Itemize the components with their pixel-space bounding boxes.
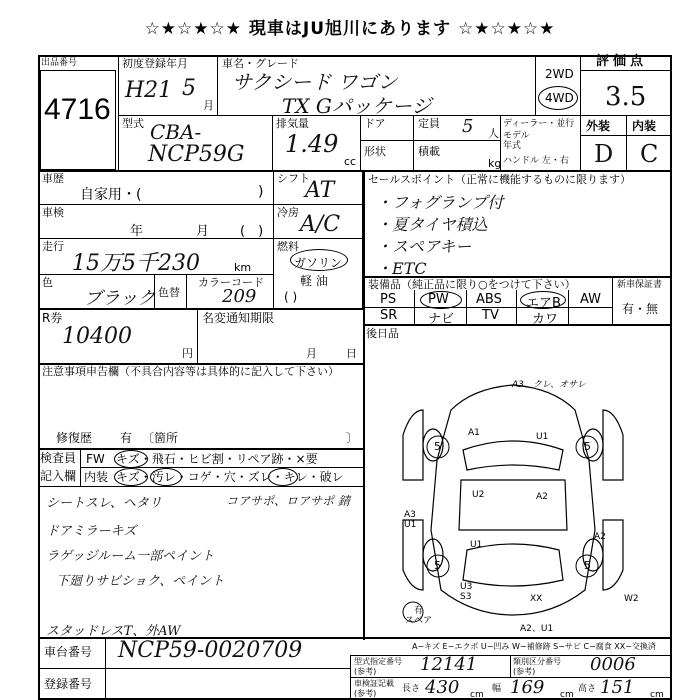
fuel-gasoline-circle xyxy=(290,249,348,271)
lot-label: 出品番号 xyxy=(41,58,78,68)
kegare-circle xyxy=(150,468,182,486)
equip-leather: カワ xyxy=(532,312,559,327)
exterior-value: D xyxy=(594,140,614,168)
fuel-other: ( ) xyxy=(284,290,298,304)
equip-pw: PW xyxy=(428,292,449,307)
divider xyxy=(363,307,612,308)
warranty-label: 新車保証書 xyxy=(617,280,663,290)
inspection-year: 年 xyxy=(130,224,144,239)
aircon-label: 冷房 xyxy=(277,206,299,219)
mark-a2-right: A2 xyxy=(536,492,548,502)
length-unit: cm xyxy=(470,690,484,700)
equip-navi: ナビ xyxy=(428,312,455,327)
type-number-value: 12141 xyxy=(420,654,478,675)
inspection-month: 月 xyxy=(196,224,210,239)
mark-top: A3、クレ、オサレ xyxy=(512,380,586,390)
divider xyxy=(360,115,361,170)
displacement-unit: cc xyxy=(344,155,357,168)
divider xyxy=(197,308,198,363)
car-grade: TX Gパッケージ xyxy=(282,94,432,118)
note-line-3: ドアミラーキズ xyxy=(46,524,137,539)
divider xyxy=(568,290,569,324)
divider xyxy=(38,204,362,205)
inspection-label: 車検 xyxy=(42,206,64,219)
width-label: 幅 xyxy=(492,684,502,694)
divider xyxy=(360,140,500,141)
chassis-label: 車台番号 xyxy=(44,645,93,659)
divider xyxy=(273,170,274,308)
fw-label: FW xyxy=(86,452,105,466)
damage-legend: A−キズ E−エクボ U−凹み W−補修跡 S−サビ C−腐食 XX−交換済 xyxy=(412,642,656,651)
divider xyxy=(217,55,218,115)
equip-sr: SR xyxy=(380,308,398,323)
recycle-label: R券 xyxy=(42,311,63,325)
divider xyxy=(38,170,672,172)
sales-point-2: ・夏タイヤ積込 xyxy=(376,215,488,234)
kizu-in-circle xyxy=(114,468,148,486)
equip-ps: PS xyxy=(380,292,397,307)
mileage-label: 走行 xyxy=(42,240,64,253)
divider xyxy=(580,55,581,170)
note-line-4: ラゲッジルーム一部ペイント xyxy=(46,549,215,564)
fuel-diesel: 軽 油 xyxy=(300,274,328,288)
sales-point-3: ・スペアキー xyxy=(376,237,472,256)
handle-label: ハンドル 左・右 xyxy=(503,156,569,166)
repair-value: 有 xyxy=(120,431,133,445)
first-reg-era: H21 xyxy=(125,78,173,103)
doors-label: ドア xyxy=(364,117,386,130)
divider xyxy=(80,467,363,468)
equip-abs: ABS xyxy=(476,292,502,307)
shift-label: シフト xyxy=(277,172,310,185)
tax-day: 日 xyxy=(346,347,357,360)
mark-spare: 有 スペア xyxy=(405,606,433,626)
mark-a3-u1: A3 U1 xyxy=(404,510,417,530)
divider xyxy=(38,486,363,487)
capacity-label: 定員 xyxy=(418,117,440,130)
warranty-value: 有・無 xyxy=(622,302,659,316)
shift-value: AT xyxy=(305,178,335,203)
width-value: 169 xyxy=(510,677,545,698)
interior-label: 内装 xyxy=(632,119,657,133)
divider xyxy=(580,70,672,71)
model-year-label: モデル 年式 xyxy=(503,131,530,151)
displacement-value: 1.49 xyxy=(285,130,339,158)
divider xyxy=(38,668,350,669)
height-unit: cm xyxy=(650,690,664,700)
divider xyxy=(535,55,536,115)
mark-a1: A1 xyxy=(468,428,480,438)
equip-other-label: 後日品 xyxy=(366,327,399,340)
inspection-paren: ( ) xyxy=(240,224,264,239)
divider xyxy=(626,115,627,170)
equip-airbag: エアB xyxy=(526,296,561,311)
cert-size-label: 車検証記載 (参考) xyxy=(354,679,394,698)
model-code: NCP59G xyxy=(148,142,245,167)
drive-2wd: 2WD xyxy=(545,67,574,81)
equip-aw: AW xyxy=(580,292,602,307)
sales-point-1: ・フォグランプ付 xyxy=(376,193,504,212)
airbag-circle xyxy=(520,291,566,309)
repair-label: 修復歴 xyxy=(56,431,93,445)
shape-label: 形状 xyxy=(364,145,386,158)
car-name-label: 車名・グレード xyxy=(222,57,299,70)
displacement-label: 排気量 xyxy=(276,117,309,130)
interior-check-items: キズ・汚レ・コゲ・穴・ズレ・キレ・破レ xyxy=(116,470,344,484)
drive-4wd-circle xyxy=(538,86,578,110)
pw-circle xyxy=(420,291,462,309)
height-value: 151 xyxy=(600,677,635,698)
interior-check-label: 内装 xyxy=(84,470,109,484)
exterior-label: 外装 xyxy=(586,119,611,133)
model-prefix: CBA- xyxy=(150,120,202,144)
mark-u1-top: U1 xyxy=(536,432,549,442)
divider xyxy=(413,115,414,170)
mileage-unit: km xyxy=(234,261,252,274)
history-close: ) xyxy=(258,184,264,200)
lot-number: 4716 xyxy=(44,93,111,126)
category-number-value: 0006 xyxy=(590,654,636,675)
divider xyxy=(118,55,119,170)
chassis-value: NCP59-0020709 xyxy=(118,638,303,663)
rating-label: 評価点 xyxy=(596,54,648,69)
tax-label: 名変通知期限 xyxy=(202,311,275,325)
color-value: ブラック xyxy=(84,288,156,309)
color-change-label: 色替 xyxy=(158,286,180,299)
capacity-value: 5 xyxy=(462,116,474,137)
sales-point-4: ・ETC xyxy=(376,259,427,278)
mark-xx: XX xyxy=(530,594,543,604)
mark-a2-side: A2 xyxy=(594,532,606,542)
recycle-unit: 円 xyxy=(182,347,193,360)
tax-month: 月 xyxy=(306,347,317,360)
category-number-label: 類別区分番号 (参考) xyxy=(513,657,561,676)
repair-close: 〕 xyxy=(346,431,359,445)
fw-items: キズ・飛石・ヒビ割・リペア跡・×要 xyxy=(116,452,318,466)
dealer-label: ディーラー・並行 xyxy=(503,119,575,129)
note-line-5: 下廻りサビショク、ペイント xyxy=(56,574,225,589)
note-line-6: スタッドレスT、外AW xyxy=(46,624,181,639)
divider xyxy=(414,290,415,324)
mark-u2: U2 xyxy=(472,490,485,500)
first-reg-month: 5 xyxy=(182,76,196,101)
drive-4wd: 4WD xyxy=(545,91,574,105)
mileage-value: 15万5千230 xyxy=(72,251,200,276)
color-code-label: カラーコード xyxy=(198,276,264,289)
mark-5-right-rear: 5 xyxy=(584,559,591,572)
length-value: 430 xyxy=(425,677,460,698)
registration-label: 登録番号 xyxy=(44,677,93,691)
height-label: 高さ xyxy=(578,684,597,694)
mark-w2: W2 xyxy=(624,594,639,604)
sales-points-label: セールスポイント（正常に機能するものに限ります） xyxy=(368,173,632,186)
mark-bottom: A2、U1 xyxy=(520,624,554,634)
divider xyxy=(363,324,672,326)
fuel-gasoline: ガソリン xyxy=(294,256,343,270)
first-reg-label: 初度登録年月 xyxy=(122,57,188,70)
divider xyxy=(154,274,155,308)
car-name: サクシード ワゴン xyxy=(232,70,398,94)
width-unit: cm xyxy=(560,690,574,700)
divider xyxy=(580,135,672,136)
note-line-2: コアサポ、ロアサポ 錆 xyxy=(226,494,350,508)
mark-5-left-rear: 5 xyxy=(434,559,441,572)
mark-u3-s3: U3 S3 xyxy=(460,582,473,602)
history-label: 車歴 xyxy=(42,172,64,185)
color-label: 色 xyxy=(42,276,53,289)
mark-u1-side: U1 xyxy=(470,540,483,550)
notes-label: 注意事項申告欄（不具合内容等は具体的に記入して下さい） xyxy=(42,365,339,378)
capacity-unit: 人 xyxy=(488,127,499,140)
equip-tv: TV xyxy=(482,308,499,323)
entry-label: 記入欄 xyxy=(40,469,77,483)
mark-5-right-front: 5 xyxy=(584,440,591,453)
repair-bracket: 〔箇所 xyxy=(142,431,179,445)
note-line-1: シートスレ、ヘタリ xyxy=(46,496,162,511)
history-value: 自家用・( xyxy=(80,187,142,203)
model-label: 型式 xyxy=(122,117,144,130)
divider xyxy=(612,276,613,324)
zure-circle xyxy=(268,468,298,486)
type-number-label: 型式指定番号 (参考) xyxy=(354,657,402,676)
length-label: 長さ xyxy=(402,684,421,694)
load-label: 積載 xyxy=(418,145,440,158)
divider xyxy=(466,290,467,324)
divider xyxy=(272,115,273,170)
mark-5-left-front: 5 xyxy=(434,440,441,453)
location-banner: ☆★☆★☆★ 現車はJU旭川にあります ☆★☆★☆★ xyxy=(144,19,556,39)
kizu-circle xyxy=(114,450,148,468)
first-reg-month-unit: 月 xyxy=(203,99,214,112)
divider xyxy=(38,308,363,310)
rating-value: 3.5 xyxy=(605,82,647,112)
interior-value: C xyxy=(640,140,659,168)
divider xyxy=(38,448,363,450)
aircon-value: A/C xyxy=(300,212,341,237)
divider xyxy=(186,274,187,308)
divider xyxy=(516,290,517,324)
fuel-label: 燃料 xyxy=(277,240,299,253)
divider xyxy=(510,655,511,677)
color-code: 209 xyxy=(222,286,257,307)
inspector-label: 検査員 xyxy=(40,451,77,465)
equipment-label: 装備品（純正品に限り○をつけて下さい） xyxy=(368,278,576,291)
recycle-value: 10400 xyxy=(62,324,132,349)
load-unit: kg xyxy=(488,157,502,170)
